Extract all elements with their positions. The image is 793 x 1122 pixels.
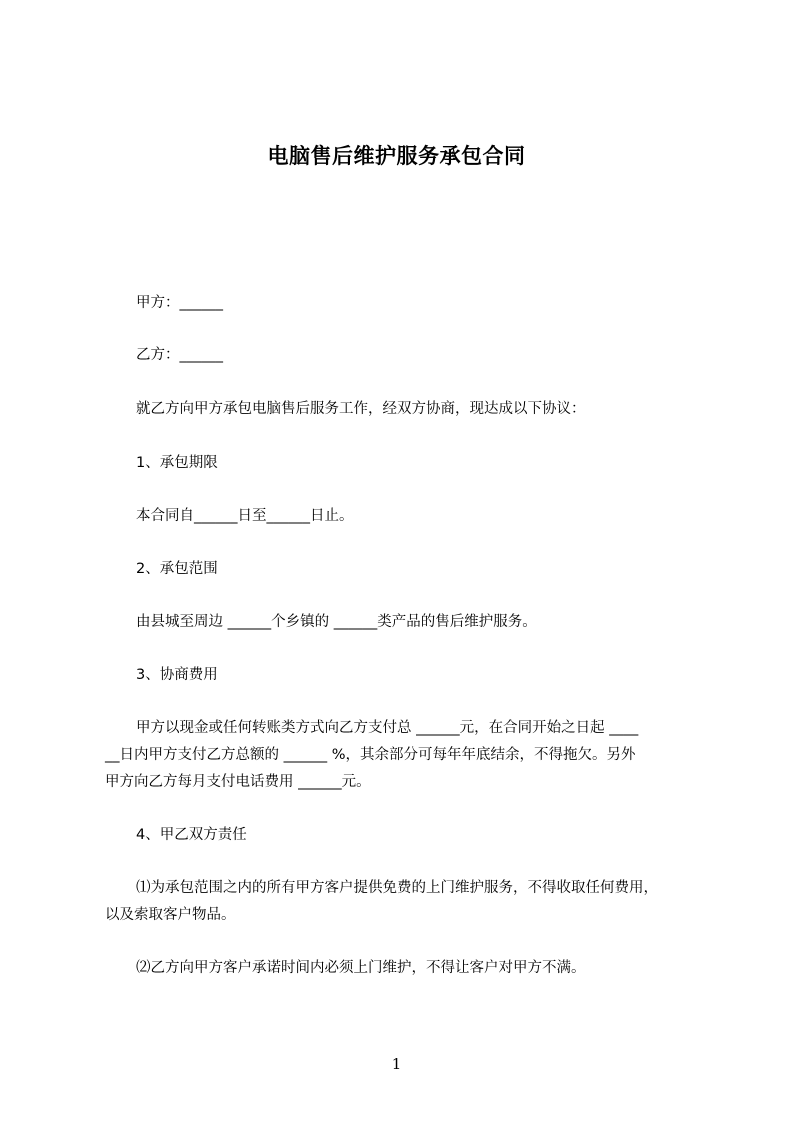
fee-paragraph-line-1: 甲方以现金或任何转账类方式向乙方支付总 ______元，在合同开始之日起 ____ <box>136 720 639 736</box>
scope-line: 由县城至周边 ______个乡镇的 ______类产品的售后维护服务。 <box>136 614 537 630</box>
contract-period-line: 本合同自______日至______日止。 <box>136 508 354 524</box>
preamble-line: 就乙方向甲方承包电脑售后服务工作，经双方协商，现达成以下协议： <box>136 401 586 417</box>
section-4-heading: 4、甲乙双方责任 <box>136 827 247 843</box>
section-3-heading: 3、协商费用 <box>136 667 218 683</box>
fee-paragraph-line-3: 甲方向乙方每月支付电话费用 ______元。 <box>105 774 371 790</box>
party-a-line: 甲方：______ <box>136 295 223 311</box>
party-b-line: 乙方：______ <box>136 347 223 363</box>
page-number: 1 <box>391 1055 402 1073</box>
section-1-heading: 1、承包期限 <box>136 455 218 471</box>
fee-paragraph-line-2: __日内甲方支付乙方总额的 ______ %，其余部分可每年年底结余，不得拖欠。另外 <box>105 747 636 763</box>
section-2-heading: 2、承包范围 <box>136 561 218 577</box>
document-title: 电脑售后维护服务承包合同 <box>267 144 526 168</box>
duty-1-line-2: 以及索取客户物品。 <box>105 907 236 923</box>
duty-2-line: ⑵乙方向甲方客户承诺时间内必须上门维护，不得让客户对甲方不满。 <box>136 960 586 976</box>
duty-1-line-1: ⑴为承包范围之内的所有甲方客户提供免费的上门维护服务，不得收取任何费用， <box>136 880 658 896</box>
